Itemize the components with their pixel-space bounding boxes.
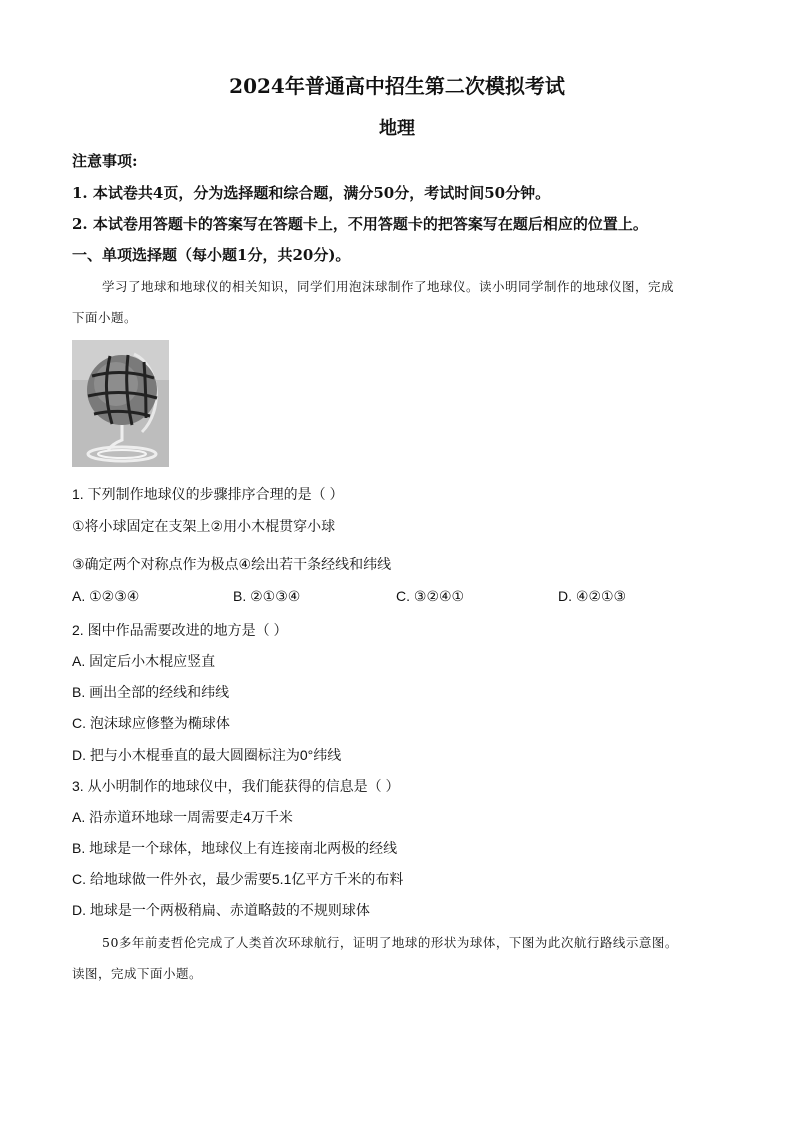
globe-icon: [72, 340, 169, 467]
question-2-option-a[interactable]: A. 固定后小木棍应竖直: [72, 653, 216, 669]
question-2-option-d[interactable]: D. 把与小木棍垂直的最大圆圈标注为0°纬线: [72, 747, 342, 763]
question-1-steps-2: ③确定两个对称点作为极点④绘出若干条经线和纬线: [72, 556, 392, 572]
intro-2-line-1: 50多年前麦哲伦完成了人类首次环球航行，证明了地球的形状为球体，下图为此次航行路线示意图。: [102, 935, 678, 950]
intro-2-line-2: 读图，完成下面小题。: [72, 966, 203, 981]
question-2-option-b[interactable]: B. 画出全部的经线和纬线: [72, 684, 230, 700]
notice-item-2: 2. 本试卷用答题卡的答案写在答题卡上，不用答题卡的把答案写在题后相应的位置上。: [72, 215, 648, 233]
question-1-stem: 1. 下列制作地球仪的步骤排序合理的是（ ）: [72, 486, 344, 502]
question-3-stem: 3. 从小明制作的地球仪中，我们能获得的信息是（ ）: [72, 778, 400, 794]
question-3-option-b[interactable]: B. 地球是一个球体，地球仪上有连接南北两极的经线: [72, 840, 398, 856]
question-1-steps-1: ①将小球固定在支架上②用小木棍贯穿小球: [72, 518, 336, 534]
question-3-option-a[interactable]: A. 沿赤道环地球一周需要走4万千米: [72, 809, 293, 825]
question-1-option-d[interactable]: D. ④②①③: [558, 588, 627, 604]
question-3-option-c[interactable]: C. 给地球做一件外衣，最少需要5.1亿平方千米的布料: [72, 871, 404, 887]
exam-title: 2024年普通高中招生第二次模拟考试: [229, 74, 565, 98]
question-1-option-b[interactable]: B. ②①③④: [233, 588, 301, 604]
section-heading: 一、单项选择题（每小题1分，共20分)。: [72, 246, 351, 264]
question-3-option-d[interactable]: D. 地球是一个两极稍扁、赤道略鼓的不规则球体: [72, 902, 370, 918]
intro-1-line-2: 下面小题。: [72, 310, 138, 325]
question-1-option-c[interactable]: C. ③②④①: [396, 588, 465, 604]
question-1-option-a[interactable]: A. ①②③④: [72, 588, 140, 604]
question-2-option-c[interactable]: C. 泡沫球应修整为椭球体: [72, 715, 230, 731]
intro-1-line-1: 学习了地球和地球仪的相关知识，同学们用泡沫球制作了地球仪。读小明同学制作的地球仪图，完成: [102, 279, 675, 294]
question-2-stem: 2. 图中作品需要改进的地方是（ ）: [72, 622, 288, 638]
subject-title: 地理: [379, 118, 415, 139]
globe-photo: [72, 340, 169, 467]
notice-item-1: 1. 本试卷共4页，分为选择题和综合题，满分50分，考试时间50分钟。: [72, 184, 551, 202]
notice-heading: 注意事项:: [72, 152, 138, 170]
